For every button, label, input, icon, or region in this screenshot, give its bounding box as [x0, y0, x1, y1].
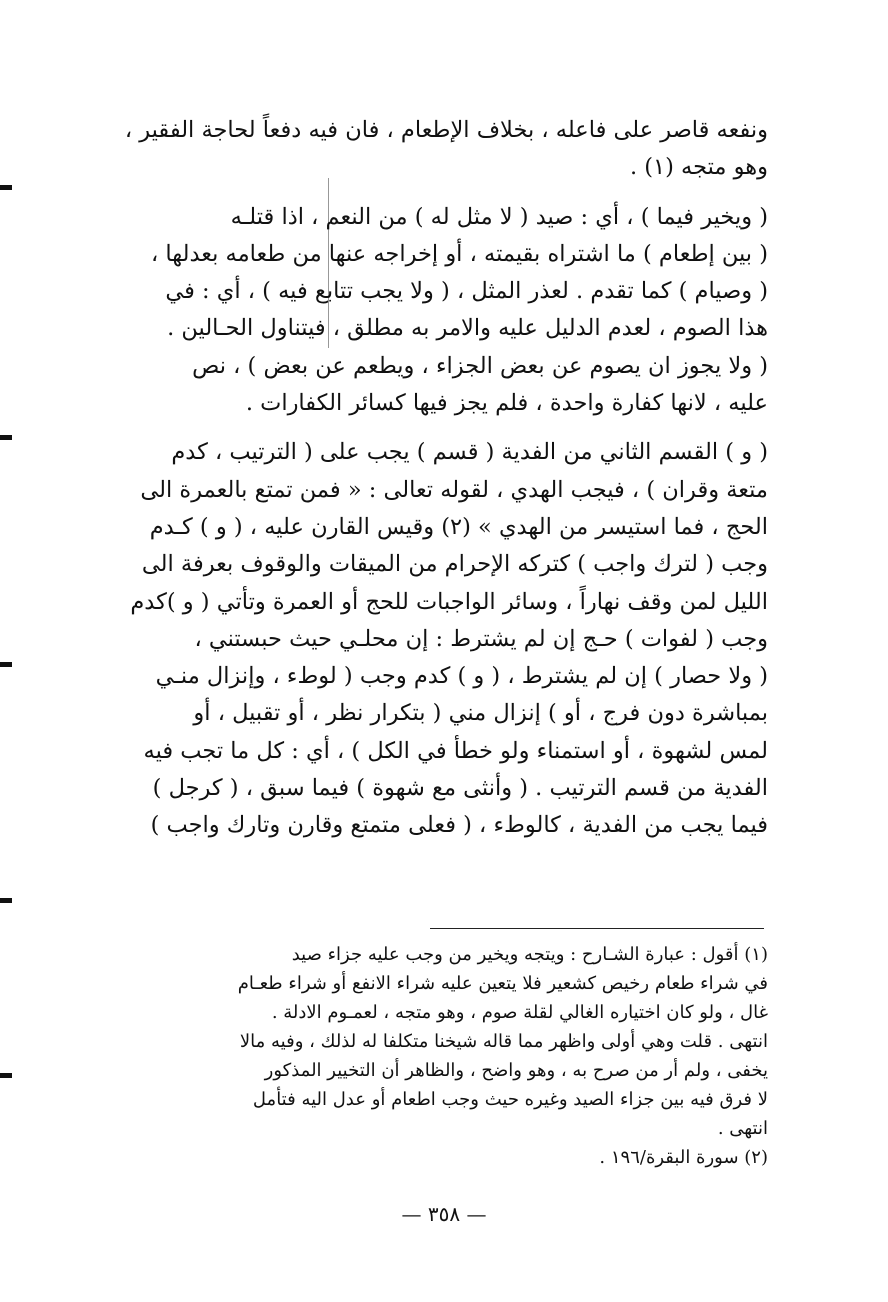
footnote-line: (٢) سورة البقرة/١٩٦ .: [599, 1147, 768, 1168]
paragraph-2: [118, 199, 768, 423]
text-line: الفدية من قسم الترتيب . ( وأنثى مع شهوة ) فيما سبق ، ( كرجل ): [152, 775, 768, 802]
text-line: وجب ( لترك واجب ) كتركه الإحرام من الميقات والوقوف بعرفة الى: [141, 551, 768, 578]
text-line: عليه ، لانها كفارة واحدة ، فلم يجز فيها كسائر الكفارات .: [245, 390, 768, 417]
text-line: وهو متجه (١) .: [629, 154, 768, 181]
footnotes: [118, 940, 768, 1172]
margin-mark: [0, 898, 12, 903]
footnote-line: (١) أقول : عبارة الشـارح : ويتجه ويخير من وجب عليه جزاء صيد: [291, 944, 768, 965]
text-line: ( وصيام ) كما تقدم . لعذر المثل ، ( ولا يجب تتابع فيه ) ، أي : في: [165, 278, 768, 305]
text-line: وجب ( لفوات ) حـج إن لم يشترط : إن محلـي حيث حبستني ،: [194, 625, 768, 652]
text-line: ونفعه قاصر على فاعله ، بخلاف الإطعام ، فان فيه دفعاً لحاجة الفقير ،: [124, 117, 768, 143]
footnote-divider: [430, 928, 764, 929]
footnote-line: يخفى ، ولم أر من صرح به ، وهو واضح ، والظاهر أن التخيير المذكور: [264, 1060, 768, 1081]
text-line: ( ولا يجوز ان يصوم عن بعض الجزاء ، ويطعم عن بعض ) ، نص: [192, 352, 768, 379]
margin-mark: [0, 185, 12, 190]
text-line: ( ولا حصار ) إن لم يشترط ، ( و ) كدم وجب ( لوطء ، وإنزال منـي: [155, 663, 768, 690]
text-line: الحج ، فما استيسر من الهدي » (٢) وقيس القارن عليه ، ( و ) كـدم: [149, 513, 768, 540]
paragraph-1: [118, 112, 768, 187]
text-line: لمس لشهوة ، أو استمناء ولو خطأ في الكل ) ، أي : كل ما تجب فيه: [143, 737, 768, 764]
footnote-line: غال ، ولو كان اختياره الغالي لقلة صوم ، وهو متجه ، لعمـوم الادلة .: [271, 1002, 768, 1023]
margin-mark: [0, 1073, 12, 1078]
text-line: ( و ) القسم الثاني من الفدية ( قسم ) يجب على ( الترتيب ، كدم: [171, 439, 768, 466]
margin-mark: [0, 662, 12, 667]
text-line: ( بين إطعام ) ما اشتراه بقيمته ، أو إخراجه عنها من طعامه بعدلها ،: [150, 240, 768, 267]
text-line: فيما يجب من الفدية ، كالوطء ، ( فعلى متمتع وقارن وتارك واجب ): [150, 812, 768, 839]
footnote-line: في شراء طعام رخيص كشعير فلا يتعين عليه شراء الانفع أو شراء طعـام: [237, 973, 768, 994]
footnote-line: انتهى .: [717, 1118, 768, 1139]
margin-mark: [0, 435, 12, 440]
text-line: بمباشرة دون فرج ، أو ) إنزال مني ( بتكرار نظر ، أو تقبيل ، أو: [193, 700, 768, 727]
footnote-line: انتهى . قلت وهي أولى واظهر مما قاله شيخنا متكلفا له لذلك ، وفيه مالا: [239, 1031, 768, 1052]
text-line: الليل لمن وقف نهاراً ، وسائر الواجبات للحج أو العمرة وتأتي ( و )كدم: [130, 588, 768, 615]
page-number: — ٣٥٨ —: [401, 1202, 487, 1226]
footnote-line: لا فرق فيه بين جزاء الصيد وغيره حيث وجب اطعام أو عدل اليه فتأمل: [252, 1089, 768, 1110]
text-line: هذا الصوم ، لعدم الدليل عليه والامر به مطلق ، فيتناول الحـالين .: [167, 315, 768, 342]
paragraph-3: [118, 434, 768, 844]
text-line: ( ويخير فيما ) ، أي : صيد ( لا مثل له ) من النعم ، اذا قتلـه: [230, 203, 768, 230]
main-text: [118, 112, 768, 845]
text-line: متعة وقران ) ، فيجب الهدي ، لقوله تعالى : « فمن تمتع بالعمرة الى: [140, 476, 768, 503]
